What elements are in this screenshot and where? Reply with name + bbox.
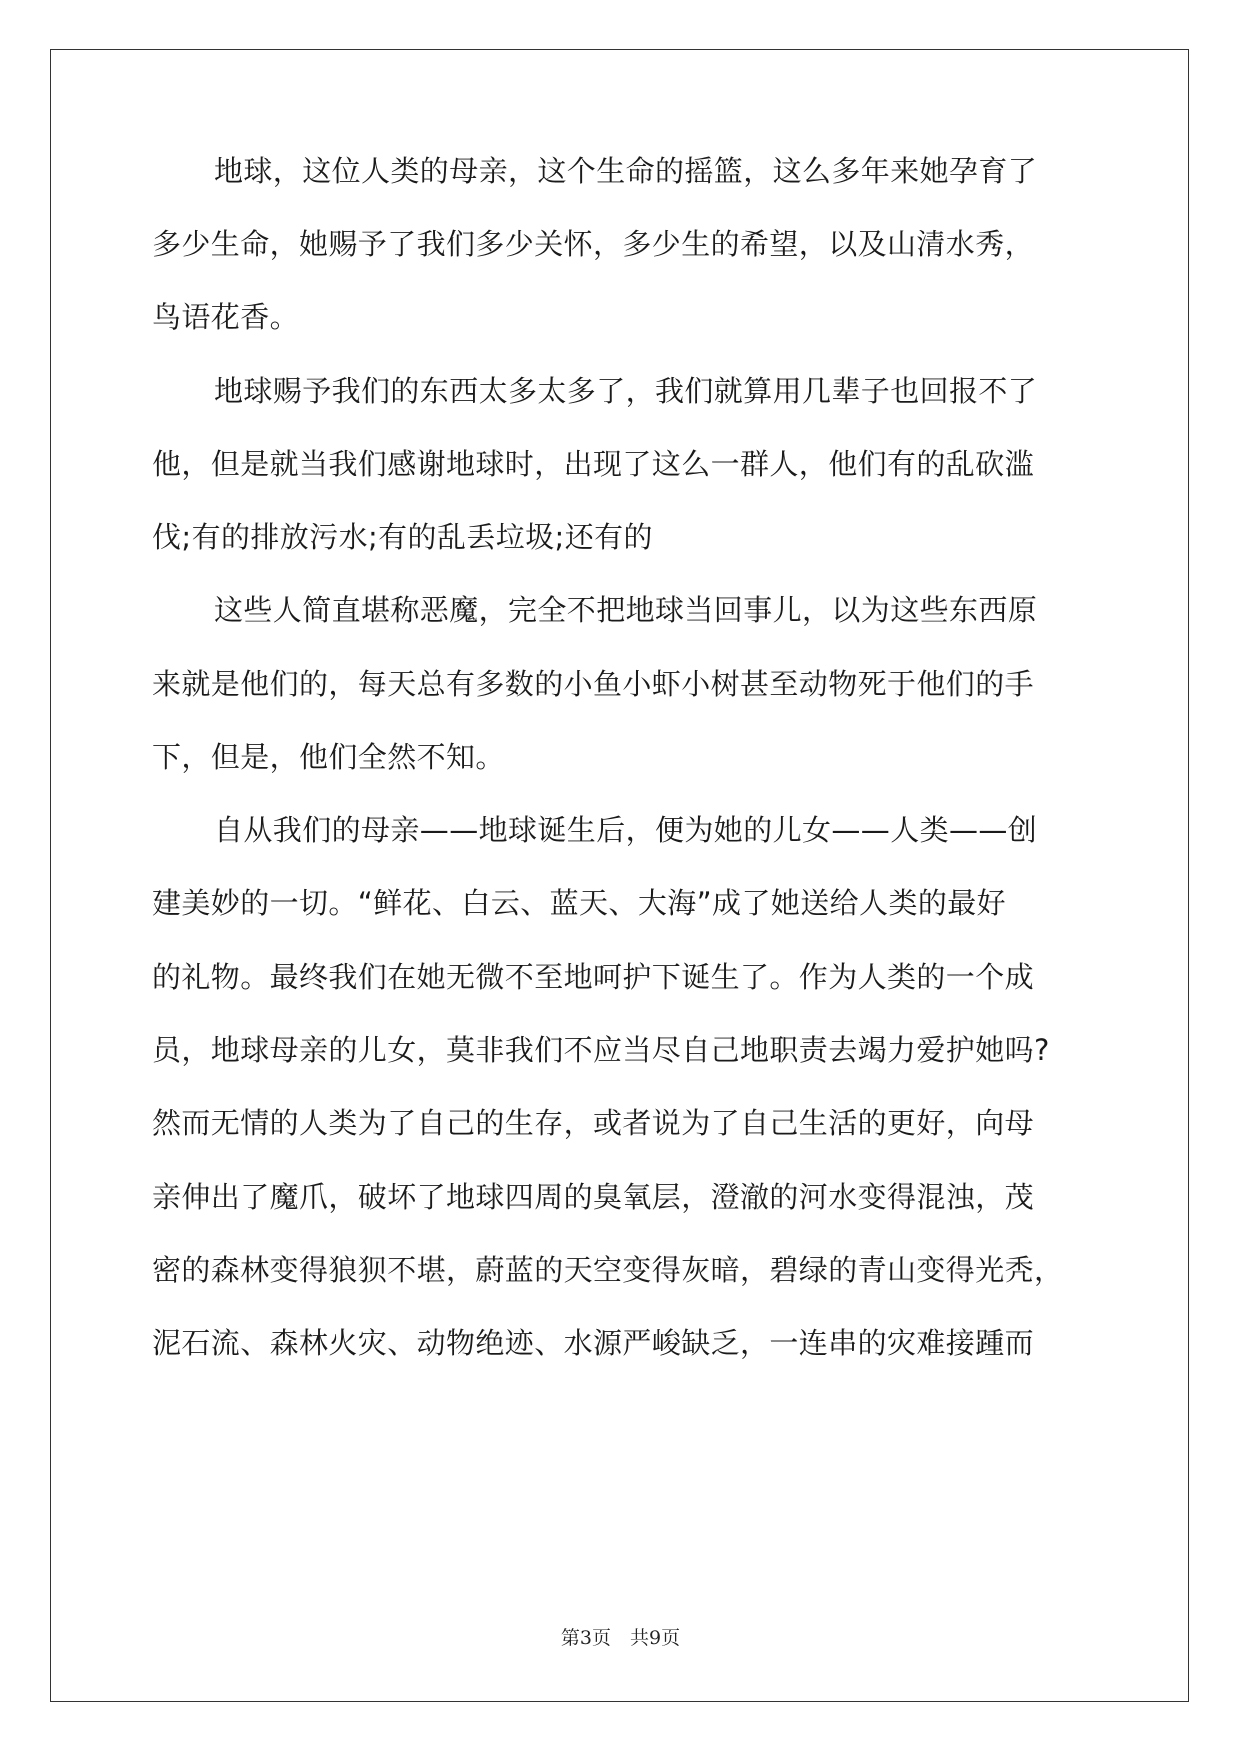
- text-line: 的礼物。最终我们在她无微不至地呵护下诞生了。作为人类的一个成: [152, 960, 1035, 994]
- text-line: 地球赐予我们的东西太多太多了，我们就算用几辈子也回报不了: [214, 374, 1038, 408]
- page-number-footer: 第3页 共9页: [560, 1627, 681, 1649]
- text-line: 多少生命，她赐予了我们多少关怀，多少生的希望，以及山清水秀，: [152, 227, 1035, 261]
- text-line: 伐;有的排放污水;有的乱丢垃圾;还有的: [152, 520, 653, 554]
- text-line: 地球，这位人类的母亲，这个生命的摇篮，这么多年来她孕育了: [214, 154, 1038, 188]
- text-line: 亲伸出了魔爪，破坏了地球四周的臭氧层，澄澈的河水变得混浊，茂: [152, 1180, 1035, 1214]
- text-line: 员，地球母亲的儿女，莫非我们不应当尽自己地职责去竭力爱护她吗?: [152, 1033, 1050, 1067]
- text-line: 然而无情的人类为了自己的生存，或者说为了自己生活的更好，向母: [152, 1106, 1035, 1140]
- text-line: 下，但是，他们全然不知。: [152, 740, 505, 774]
- text-line: 泥石流、森林火灾、动物绝迹、水源严峻缺乏，一连串的灾难接踵而: [152, 1326, 1035, 1360]
- text-line: 密的森林变得狼狈不堪，蔚蓝的天空变得灰暗，碧绿的青山变得光秃，: [152, 1253, 1064, 1287]
- text-line: 这些人简直堪称恶魔，完全不把地球当回事儿，以为这些东西原: [214, 593, 1038, 627]
- text-line: 他，但是就当我们感谢地球时，出现了这么一群人，他们有的乱砍滥: [152, 447, 1035, 481]
- text-line: 来就是他们的，每天总有多数的小鱼小虾小树甚至动物死于他们的手: [152, 667, 1035, 701]
- text-line: 自从我们的母亲——地球诞生后，便为她的儿女——人类——创: [214, 813, 1038, 847]
- text-line: 建美妙的一切。“鲜花、白云、蓝天、大海”成了她送给人类的最好: [152, 886, 1007, 920]
- text-line: 鸟语花香。: [152, 300, 300, 334]
